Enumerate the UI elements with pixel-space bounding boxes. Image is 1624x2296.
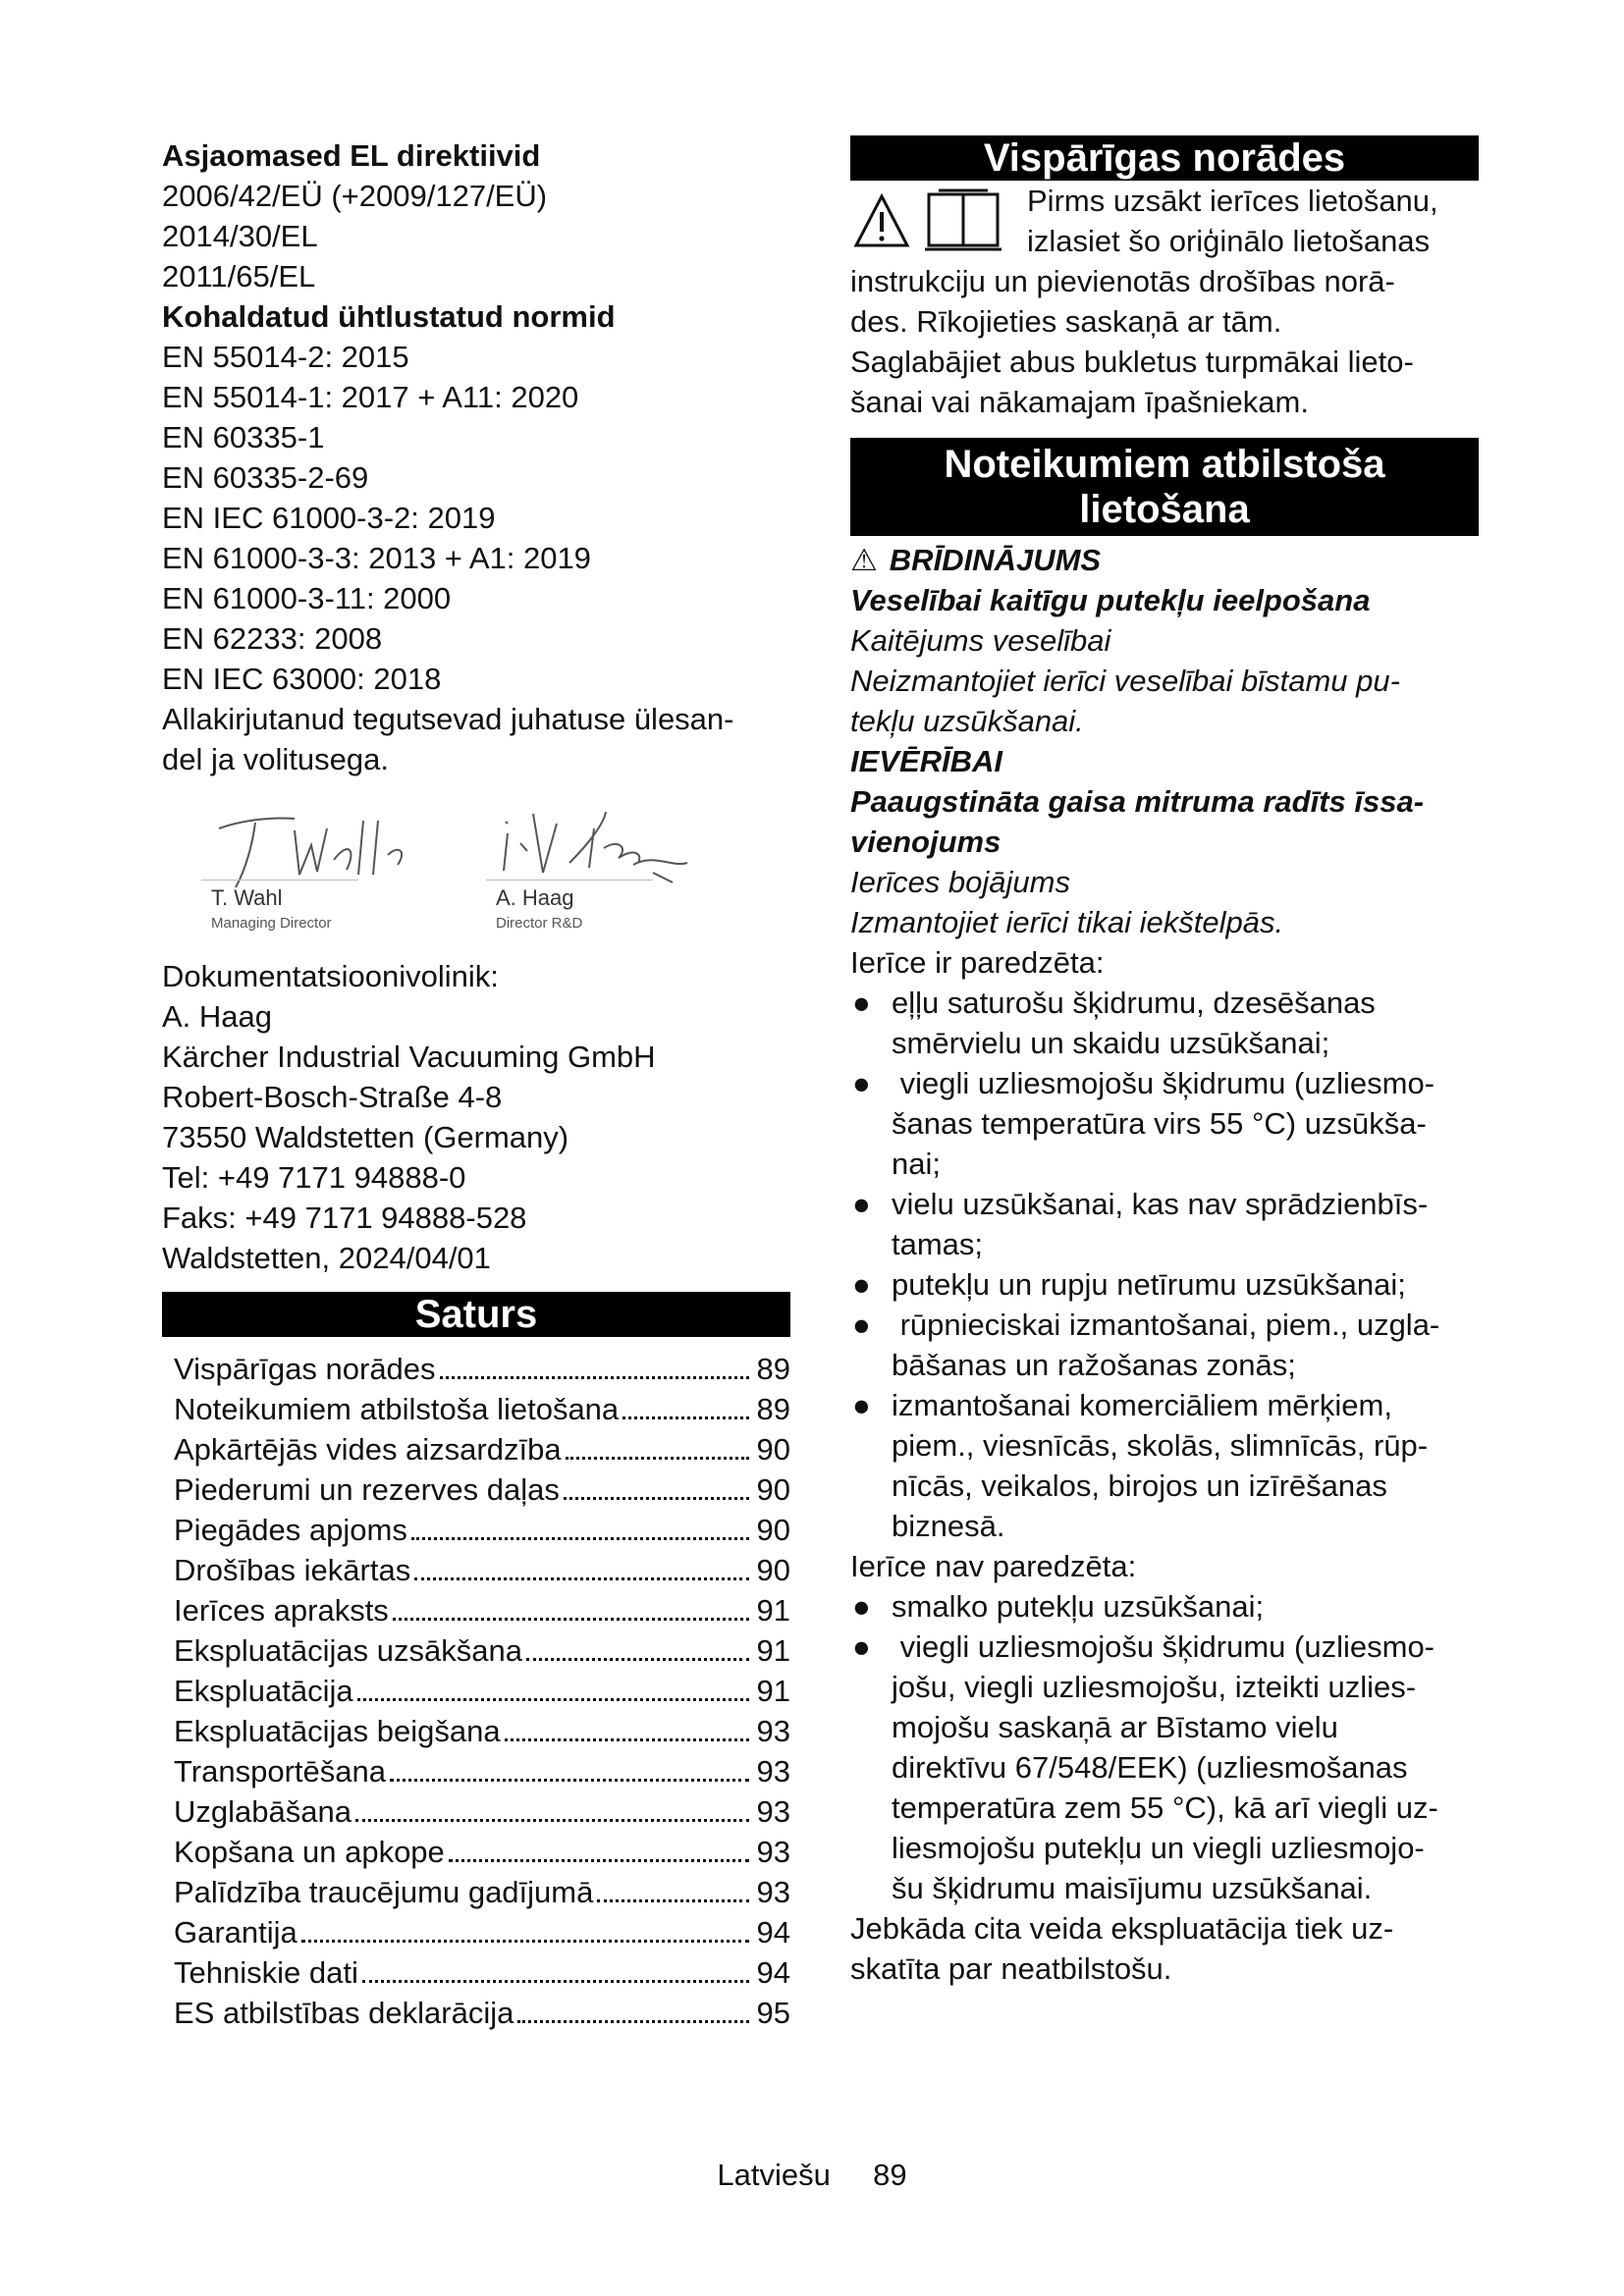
toc-page: 93: [756, 1714, 790, 1748]
toc-label: Drošības iekārtas: [174, 1553, 411, 1587]
eu-directive-line: 2006/42/EÜ (+2009/127/EÜ): [162, 179, 548, 213]
right-column: [850, 135, 1479, 1989]
general-notes-heading: Vispārīgas norādes: [850, 135, 1479, 181]
closing-line: Jebkāda cita veida ekspluatācija tiek uz-: [850, 1911, 1394, 1946]
toc-label: Ekspluatācija: [174, 1674, 353, 1708]
toc-leader: [390, 1779, 749, 1782]
toc-label: Uzglabāšana: [174, 1794, 352, 1829]
item-line: bāšanas un ražošanas zonās;: [892, 1348, 1296, 1382]
toc-label: Ekspluatācijas uzsākšana: [174, 1633, 522, 1668]
toc-leader: [517, 2020, 749, 2023]
not-intended-list: [850, 1586, 1479, 1908]
heading-line: lietošana: [1079, 488, 1250, 531]
norm-line: EN 62233: 2008: [162, 621, 383, 656]
warning-manual-icon: [850, 188, 1017, 257]
toc-page: 95: [756, 1996, 790, 2030]
item-line: šanas temperatūra virs 55 °C) uzsūkša-: [892, 1106, 1427, 1141]
item-line: jošu, viegli uzliesmojošu, izteikti uzlies-: [892, 1670, 1417, 1704]
icon-text-line: izlasiet šo oriģinālo lietošanas: [1027, 224, 1431, 258]
signatory-role: Director R&D: [496, 915, 583, 932]
toc-label: Garantija: [174, 1915, 298, 1949]
list-item: [850, 1305, 1479, 1385]
toc-entry[interactable]: [162, 1912, 790, 1952]
toc-label: ES atbilstības deklarācija: [174, 1996, 514, 2030]
notice-line: Ierīces bojājums: [850, 865, 1070, 899]
intended-use-heading: [850, 438, 1479, 536]
toc-entry[interactable]: [162, 1711, 790, 1751]
item-line: mojošu saskaņā ar Bīstamo vielu: [892, 1710, 1338, 1744]
contact-line: A. Haag: [162, 999, 273, 1034]
toc-page: 93: [756, 1875, 790, 1909]
toc-page: 93: [756, 1754, 790, 1789]
item-line: izmantošanai komerciāliem mērķiem,: [892, 1388, 1392, 1422]
toc-page: 94: [756, 1915, 790, 1949]
heading-line: Noteikumiem atbilstoša: [944, 443, 1385, 486]
norm-line: EN IEC 61000-3-2: 2019: [162, 501, 496, 535]
toc-leader: [301, 1940, 749, 1943]
signatory-name: A. Haag: [496, 885, 574, 910]
toc-page: 94: [756, 1955, 790, 1990]
table-of-contents: [162, 1349, 790, 2033]
toc-leader: [566, 1457, 749, 1460]
toc-entry[interactable]: [162, 1590, 790, 1630]
eu-directives-list: [162, 176, 790, 296]
list-item: [850, 983, 1479, 1063]
toc-label: Transportēšana: [174, 1754, 386, 1789]
toc-leader: [564, 1497, 749, 1500]
contact-line: Kärcher Industrial Vacuuming GmbH: [162, 1040, 656, 1074]
toc-entry[interactable]: [162, 1510, 790, 1550]
norms-list: [162, 337, 790, 699]
contact-line: Dokumentatsioonivolinik:: [162, 959, 499, 993]
norm-line: EN 60335-2-69: [162, 460, 369, 495]
item-line: viegli uzliesmojošu šķidrumu (uzliesmo-: [892, 1066, 1435, 1100]
intended-list: [850, 983, 1479, 1546]
item-line: tamas;: [892, 1227, 984, 1261]
item-line: šu šķidrumu maisījumu uzsūkšanai.: [892, 1871, 1373, 1905]
toc-label: Vispārīgas norādes: [174, 1352, 436, 1386]
toc-leader: [505, 1738, 749, 1741]
toc-leader: [597, 1899, 749, 1902]
toc-page: 90: [756, 1472, 790, 1507]
toc-leader: [449, 1859, 749, 1862]
documentation-contact: [162, 956, 790, 1278]
norm-line: EN 61000-3-3: 2013 + A1: 2019: [162, 541, 591, 575]
toc-entry[interactable]: [162, 1751, 790, 1791]
toc-leader: [623, 1416, 749, 1419]
toc-label: Ierīces apraksts: [174, 1593, 389, 1628]
list-item: [850, 1385, 1479, 1546]
toc-entry[interactable]: [162, 1389, 790, 1429]
eu-directives-heading: Asjaomased EL direktiivid: [162, 138, 541, 173]
warning-subtitle: Veselībai kaitīgu putekļu ieelpošana: [850, 583, 1371, 617]
toc-entry[interactable]: [162, 1671, 790, 1711]
signature-haag: [496, 794, 712, 887]
item-line: smalko putekļu uzsūkšanai;: [892, 1589, 1265, 1624]
warning-title-text: BRĪDINĀJUMS: [889, 543, 1102, 577]
warning-line: tekļu uzsūkšanai.: [850, 704, 1084, 738]
toc-page: 89: [756, 1352, 790, 1386]
bullet-icon: ●: [852, 986, 871, 1020]
toc-leader: [440, 1376, 749, 1379]
toc-label: Kopšana un apkope: [174, 1835, 445, 1869]
item-line: viegli uzliesmojošu šķidrumu (uzliesmo-: [892, 1629, 1435, 1664]
notice-title: IEVĒRĪBAI: [850, 744, 1003, 778]
item-line: biznesā.: [892, 1509, 1005, 1543]
list-item: [850, 1627, 1479, 1908]
toc-page: 93: [756, 1794, 790, 1829]
toc-page: 89: [756, 1392, 790, 1426]
general-text-line: des. Rīkojieties saskaņā ar tām.: [850, 304, 1282, 339]
toc-entry[interactable]: [162, 1349, 790, 1389]
toc-leader: [393, 1618, 749, 1621]
signature-rule: [201, 880, 358, 881]
toc-entry[interactable]: [162, 1550, 790, 1590]
authorization-line: Allakirjutanud tegutsevad juhatuse ülesan-: [162, 702, 734, 736]
icon-text-line: Pirms uzsākt ierīces lietošanu,: [1027, 184, 1438, 218]
bullet-icon: ●: [852, 1589, 871, 1624]
bullet-icon: ●: [852, 1308, 871, 1342]
item-line: direktīvu 67/548/EEK) (uzliesmošanas: [892, 1750, 1408, 1785]
norm-line: EN 55014-1: 2017 + A11: 2020: [162, 380, 579, 414]
item-line: nai;: [892, 1147, 941, 1181]
page-number: 89: [873, 2158, 907, 2192]
contact-line: Robert-Bosch-Straße 4-8: [162, 1080, 503, 1114]
contact-line: Tel: +49 7171 94888-0: [162, 1160, 466, 1195]
bullet-icon: ●: [852, 1388, 871, 1422]
list-item: [850, 1184, 1479, 1264]
toc-label: Tehniskie dati: [174, 1955, 358, 1990]
norm-line: EN 60335-1: [162, 420, 325, 454]
toc-leader: [526, 1658, 749, 1661]
toc-leader: [355, 1819, 749, 1822]
warning-title: [850, 540, 1479, 580]
item-line: rūpnieciskai izmantošanai, piem., uzgla-: [892, 1308, 1440, 1342]
general-text-line: šanai vai nākamajam īpašniekam.: [850, 385, 1309, 419]
notice-subtitle: vienojums: [850, 825, 1001, 859]
authorization-line: del ja volitusega.: [162, 742, 389, 776]
toc-page: 91: [756, 1593, 790, 1628]
norm-line: EN 55014-2: 2015: [162, 340, 409, 374]
item-line: nīcās, veikalos, birojos un izīrēšanas: [892, 1468, 1387, 1503]
toc-leader: [362, 1980, 749, 1983]
warning-line: Kaitējums veselībai: [850, 623, 1111, 658]
norms-heading: Kohaldatud ühtlustatud normid: [162, 299, 616, 334]
eu-directive-line: 2014/30/EL: [162, 219, 318, 253]
list-item: [850, 1063, 1479, 1184]
item-line: smērvielu un skaidu uzsūkšanai;: [892, 1026, 1330, 1060]
signature-block: [162, 789, 790, 956]
read-manual-block: [850, 181, 1479, 261]
bullet-icon: ●: [852, 1267, 871, 1302]
toc-entry[interactable]: [162, 1952, 790, 1993]
bullet-icon: ●: [852, 1066, 871, 1100]
eu-directive-line: 2011/65/EL: [162, 259, 316, 294]
toc-heading: Saturs: [162, 1292, 790, 1337]
item-line: vielu uzsūkšanai, kas nav sprādzienbīs-: [892, 1187, 1429, 1221]
bullet-icon: ●: [852, 1187, 871, 1221]
toc-entry[interactable]: [162, 1630, 790, 1671]
list-item: [850, 1586, 1479, 1627]
toc-label: Piegādes apjoms: [174, 1513, 407, 1547]
item-line: piem., viesnīcās, skolās, slimnīcās, rūp-: [892, 1428, 1429, 1463]
general-text-line: instrukciju un pievienotās drošības norā-: [850, 264, 1395, 298]
toc-page: 91: [756, 1633, 790, 1668]
toc-page: 90: [756, 1513, 790, 1547]
item-line: temperatūra zem 55 °C), kā arī viegli uz-: [892, 1790, 1438, 1825]
notice-line: Izmantojiet ierīci tikai iekštelpās.: [850, 905, 1284, 939]
closing-line: skatīta par neatbilstošu.: [850, 1951, 1172, 1986]
list-item: [850, 1264, 1479, 1305]
toc-entry[interactable]: [162, 1429, 790, 1469]
toc-entry[interactable]: [162, 1791, 790, 1832]
page-footer: [0, 2158, 1624, 2193]
toc-label: Ekspluatācijas beigšana: [174, 1714, 501, 1748]
contact-line: 73550 Waldstetten (Germany): [162, 1120, 569, 1154]
intended-intro: Ierīce ir paredzēta:: [850, 945, 1105, 980]
not-intended-intro: Ierīce nav paredzēta:: [850, 1549, 1137, 1583]
toc-label: Apkārtējās vides aizsardzība: [174, 1432, 562, 1467]
contact-line: Faks: +49 7171 94888-528: [162, 1201, 527, 1235]
toc-page: 91: [756, 1674, 790, 1708]
toc-label: Palīdzība traucējumu gadījumā: [174, 1875, 594, 1909]
notice-subtitle: Paaugstināta gaisa mitruma radīts īssa-: [850, 784, 1425, 819]
norm-line: EN 61000-3-11: 2000: [162, 581, 452, 615]
toc-leader: [357, 1698, 749, 1701]
toc-label: Noteikumiem atbilstoša lietošana: [174, 1392, 620, 1426]
warning-line: Neizmantojiet ierīci veselībai bīstamu pu-: [850, 664, 1400, 698]
warning-icon: ⚠: [850, 543, 878, 577]
toc-page: 90: [756, 1553, 790, 1587]
bullet-icon: ●: [852, 1629, 871, 1664]
toc-entry[interactable]: [162, 1469, 790, 1510]
signature-rule: [486, 880, 653, 881]
item-line: liesmojošu putekļu un viegli uzliesmojo-: [892, 1831, 1425, 1865]
toc-leader: [414, 1577, 749, 1580]
signatory-name: T. Wahl: [211, 885, 283, 910]
toc-entry[interactable]: [162, 1872, 790, 1912]
toc-page: 90: [756, 1432, 790, 1467]
item-line: putekļu un rupju netīrumu uzsūkšanai;: [892, 1267, 1406, 1302]
toc-leader: [411, 1537, 749, 1540]
contact-line: Waldstetten, 2024/04/01: [162, 1241, 491, 1275]
toc-entry[interactable]: [162, 1832, 790, 1872]
toc-label: Piederumi un rezerves daļas: [174, 1472, 560, 1507]
norm-line: EN IEC 63000: 2018: [162, 662, 442, 696]
toc-entry[interactable]: [162, 1993, 790, 2033]
item-line: eļļu saturošu šķidrumu, dzesēšanas: [892, 986, 1376, 1020]
general-text-line: Saglabājiet abus bukletus turpmākai lieto-: [850, 345, 1414, 379]
toc-page: 93: [756, 1835, 790, 1869]
left-column: [162, 135, 790, 2033]
footer-language: Latviešu: [717, 2158, 831, 2192]
signatory-role: Managing Director: [211, 915, 332, 932]
